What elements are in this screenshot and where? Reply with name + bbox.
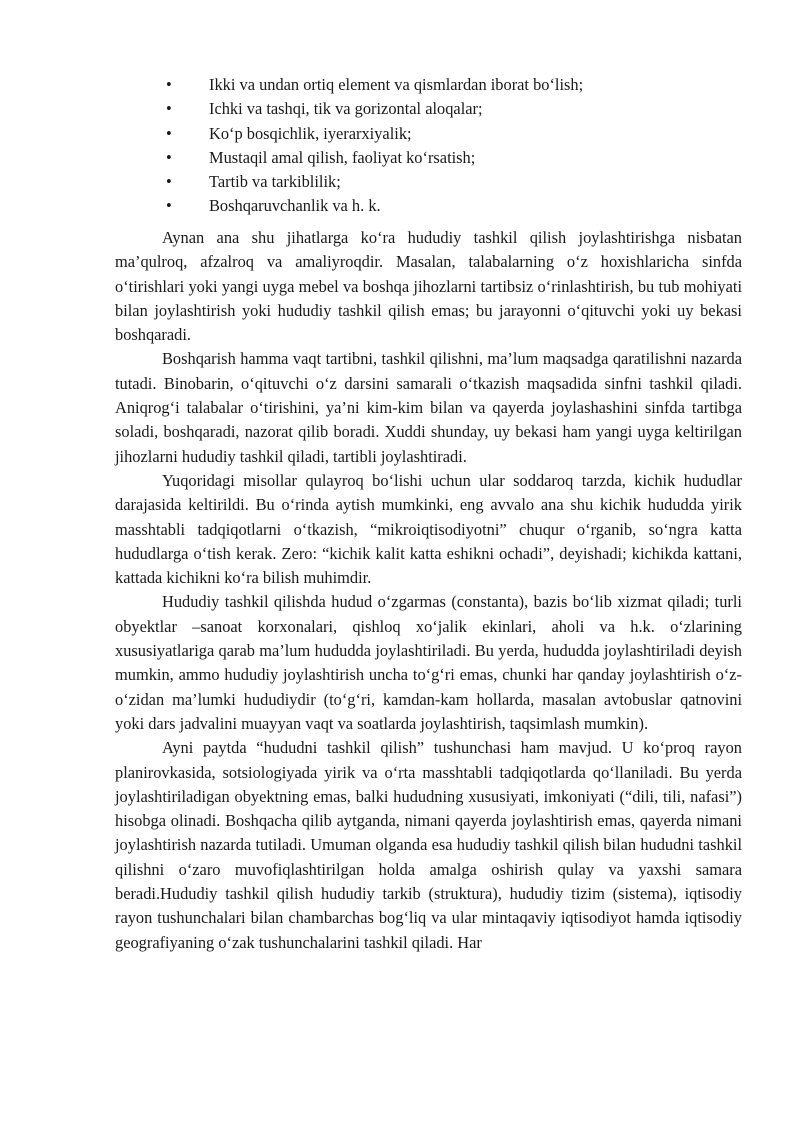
paragraph: Hududiy tashkil qilishda hudud o‘zgarmas (constanta), bazis bo‘lib xizmat qiladi; turli obyektlar –sanoat korxonalari, qishloq xo‘jalik ekinlari, aholi va h.k. o‘zlarining xususiyatlariga qarab ma’lum hududda joylashtiriladi. Bu yerda, hududda joylashtiriladi deyish mumkin, ammo hududiy joylashtirish uncha to‘g‘ri emas, chunki har qanday joylashtirish o‘z-o‘zidan ma’lumki hududiydir (to‘g‘ri, kamdan-kam hollarda, masalan avtobuslar qatnovini yoki dars jadvalini muayyan vaqt va soatlarda joylashtirish, taqsimlash mumkin). xyxy=(115,592,742,733)
bullet-mark: • xyxy=(166,99,172,119)
bullet-list xyxy=(0,73,800,219)
bullet-mark: • xyxy=(166,196,172,216)
bullet-mark: • xyxy=(166,172,172,192)
bullet-mark: • xyxy=(166,123,172,143)
bullet-text: Ichki va tashqi, tik va gorizontal aloqalar; xyxy=(209,99,483,119)
bullet-item xyxy=(0,194,800,218)
bullet-item xyxy=(0,97,800,121)
bullet-mark: • xyxy=(166,147,172,167)
bullet-mark: • xyxy=(166,75,172,94)
paragraph: Ayni paytda “hududni tashkil qilish” tushunchasi ham mavjud. U ko‘proq rayon planirovkasida, sotsiologiyada yirik va o‘rta masshtabli tadqiqotlarda qo‘llaniladi. Bu yerda joylashtiriladigan obyektning emas, balki hududning xususiyati, imkoniyati (“dili, tili, nafasi”) hisobga olinadi. Boshqacha qilib aytganda, nimani qayerda joylashtirish emas, qayerda nimani joylashtirish nazarda tutiladi. Umuman olganda esa hududiy tashkil qilish bilan hududni tashkil qilishni o‘zaro muvofiqlashtirilgan holda amalga oshirish qulay va yaxshi samara beradi.Hududiy tashkil qilish hududiy tarkib (struktura), hududiy tizim (sistema), iqtisodiy rayon tushunchalari bilan chambarchas bog‘liq va ular mintaqaviy iqtisodiyot hamda iqtisodiy geografiyaning o‘zak tushunchalarini tashkil qiladi. Har xyxy=(115,738,742,952)
paragraph: Boshqarish hamma vaqt tartibni, tashkil qilishni, ma’lum maqsadga qaratilishni nazarda tutadi. Binobarin, o‘qituvchi o‘z darsini samarali o‘tkazish maqsadida sinfni tashkil qiladi. Aniqrog‘i talabalar o‘tirishini, ya’ni kim-kim bilan va qayerda joylashashini sinfda tartibga soladi, boshqaradi, nazorat qilib boradi. Xuddi shunday, uy bekasi ham yangi uyga keltirilgan jihozlarni hududiy tashkil qiladi, tartibli joylashtiradi. xyxy=(115,349,742,466)
bullet-text: Mustaqil amal qilish, faoliyat ko‘rsatish; xyxy=(209,147,476,167)
bullet-item xyxy=(0,170,800,194)
paragraph: Yuqoridagi misollar qulayroq bo‘lishi uchun ular soddaroq tarzda, kichik hududlar darajasida keltirildi. Bu o‘rinda aytish mumkinki, eng avvalo ana shu kichik hududda yirik masshtabli tadqiqotlarni o‘tkazish, “mikroiqtisodiyotni” chuqur o‘rganib, so‘ngra katta hududlarga o‘tish kerak. Zero: “kichik kalit katta eshikni ochadi”, deyishadi; kichikda kattani, kattada kichikni ko‘ra bilish muhimdir. xyxy=(115,470,742,588)
bullet-text: Ko‘p bosqichlik, iyerarxiyalik; xyxy=(209,123,412,143)
bullet-text: Tartib va tarkiblilik; xyxy=(209,172,341,192)
bullet-item xyxy=(0,146,800,170)
body-text xyxy=(115,226,742,955)
bullet-item xyxy=(0,73,800,97)
bullet-text: Ikki va undan ortiq element va qismlardan iborat bo‘lish; xyxy=(209,75,584,94)
bullet-text: Boshqaruvchanlik va h. k. xyxy=(209,196,381,216)
paragraph: Aynan ana shu jihatlarga ko‘ra hududiy tashkil qilish joylashtirishga nisbatan ma’qulroq, afzalroq va amaliyroqdir. Masalan, talabalarning o‘z hoxishlaricha sinfda o‘tirishlari yoki yangi uyga mebel va boshqa jihozlarni tartibsiz o‘rinlashtirish, bu tub mohiyati bilan joylashtirish yoki hududiy tashkil qilish emas; bu jarayonni o‘qituvchi yoki uy bekasi boshqaradi. xyxy=(115,228,742,345)
bullet-item xyxy=(0,122,800,146)
